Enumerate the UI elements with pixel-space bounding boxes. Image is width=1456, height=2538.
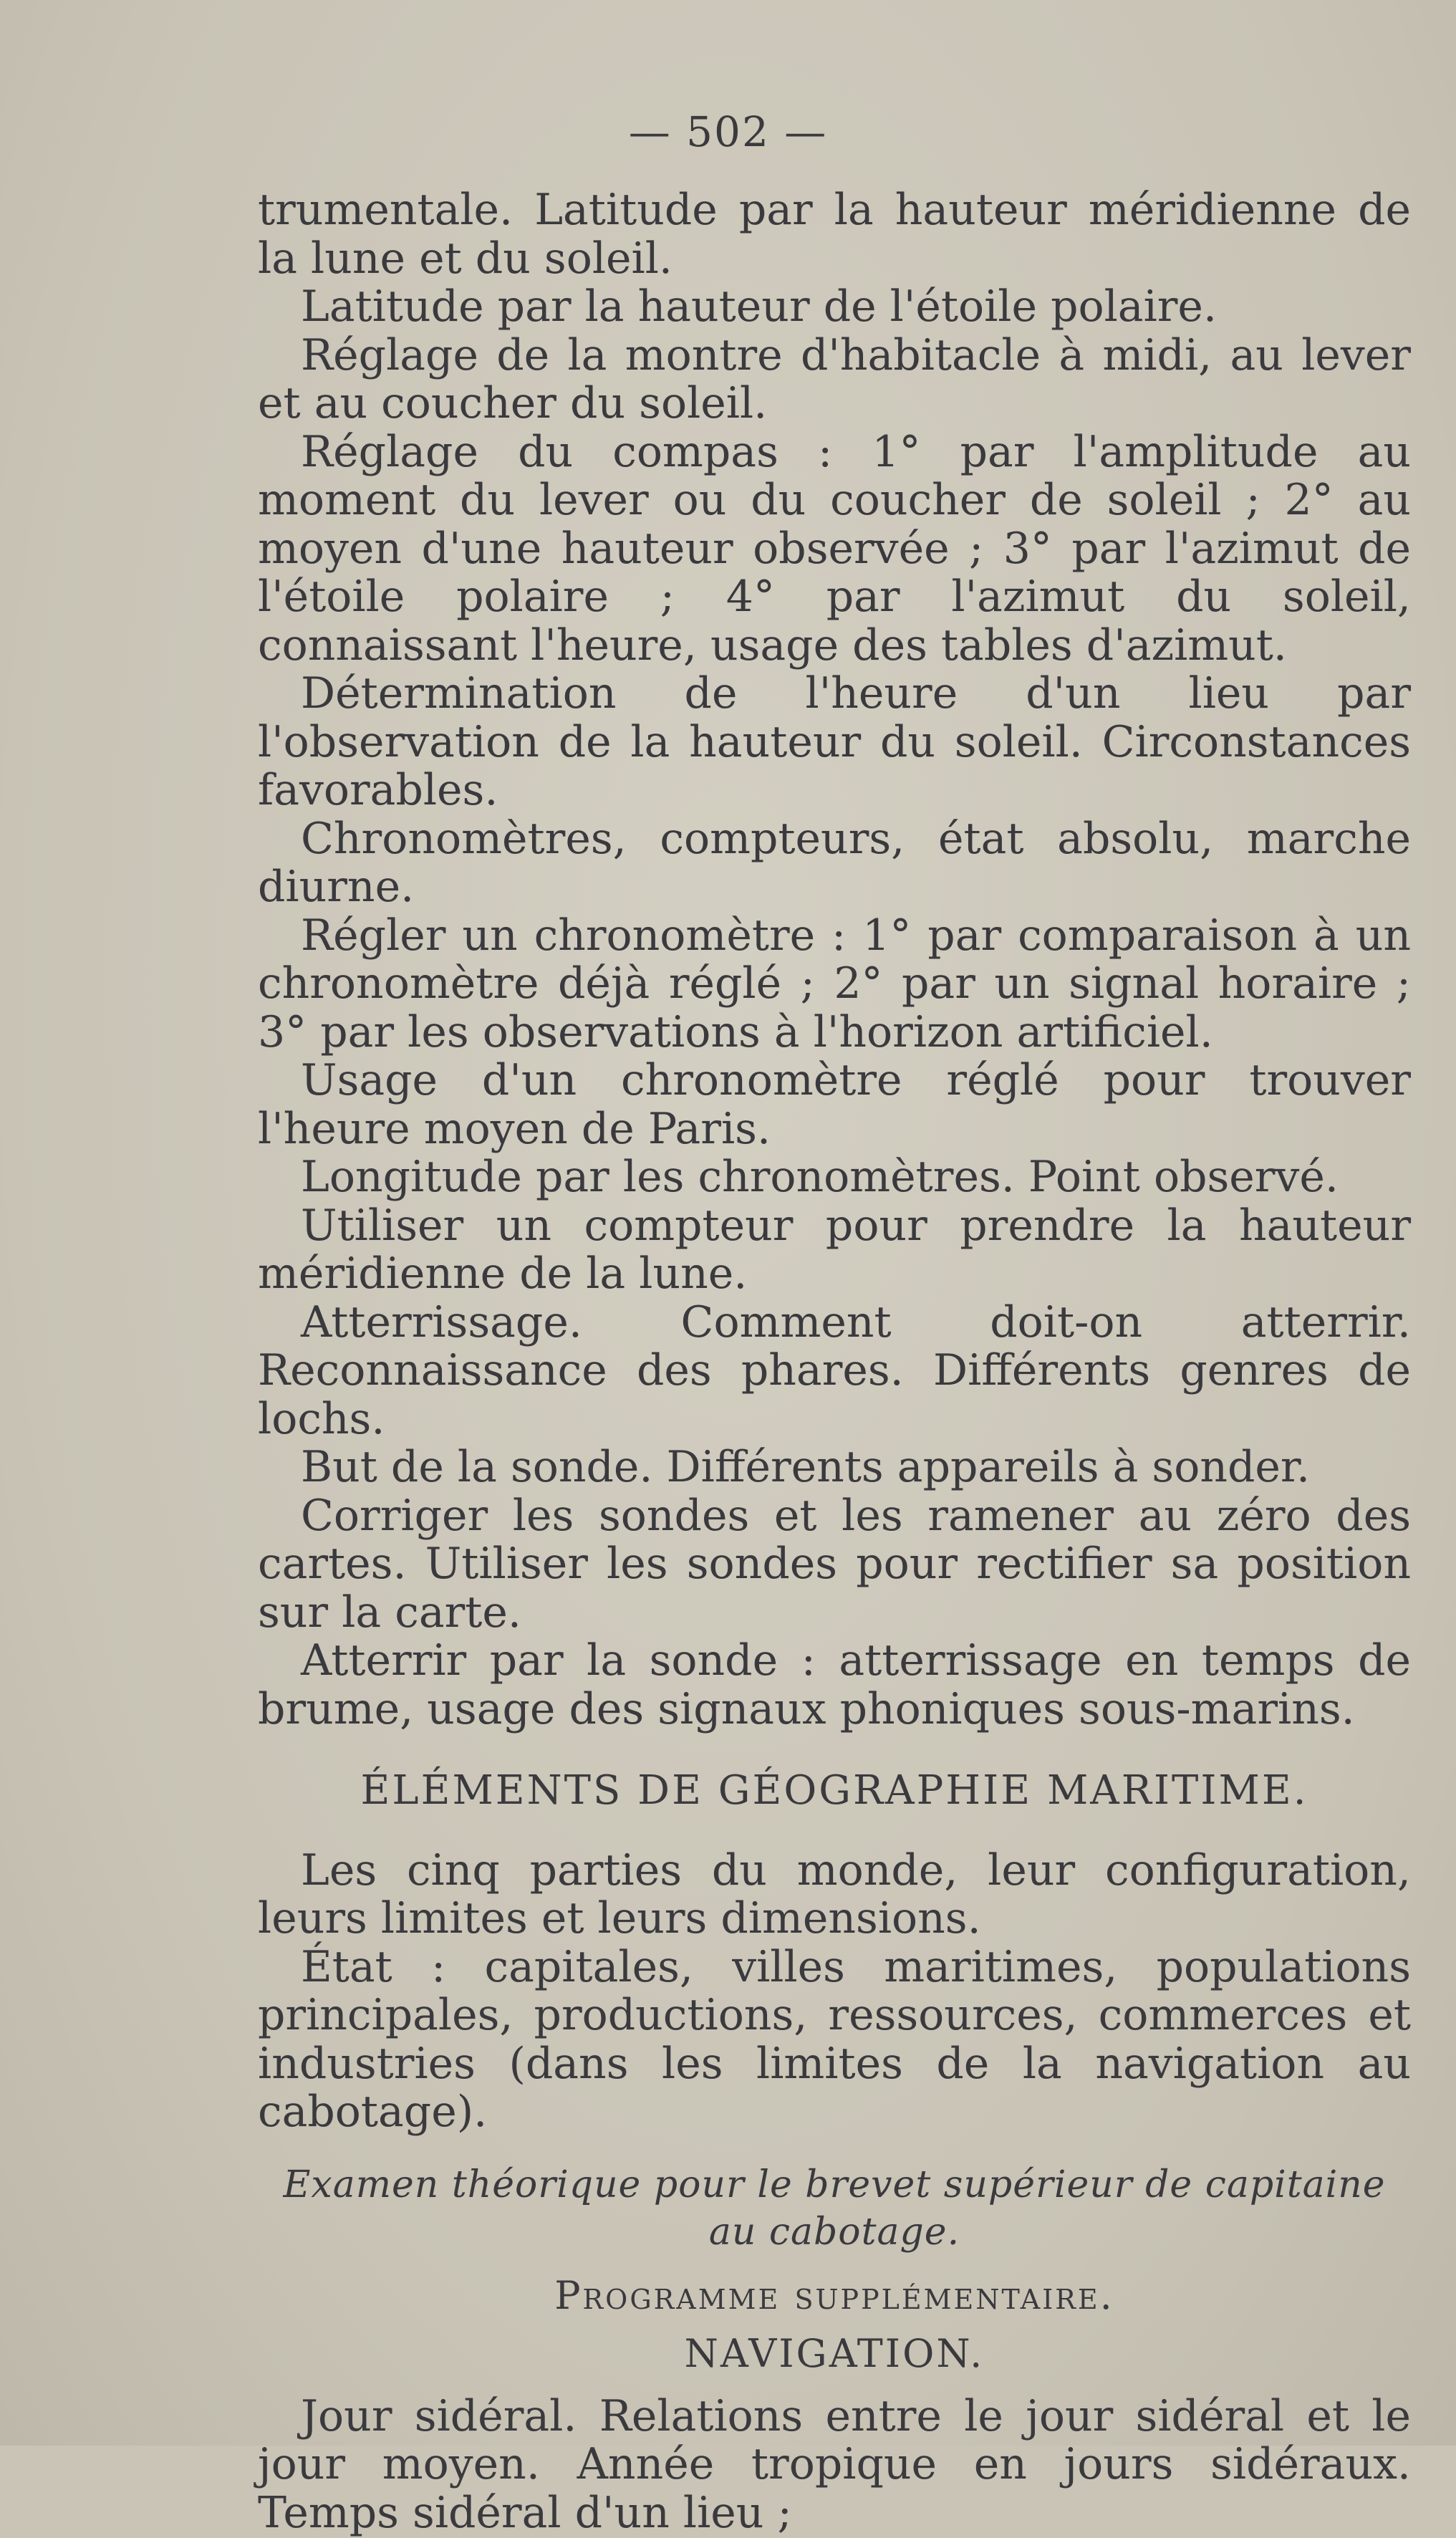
- navigation-title: NAVIGATION.: [684, 2331, 985, 2376]
- paragraph: Réglage de la montre d'habitacle à midi, au lever et au coucher du soleil.: [258, 330, 1411, 428]
- paragraph: Les cinq parties du monde, leur configuration, leurs limites et leurs dimensions.: [258, 1845, 1411, 1943]
- program-title: Programme supplémentaire.: [554, 2272, 1114, 2318]
- paragraph: Chronomètres, compteurs, état absolu, marche diurne.: [258, 813, 1411, 912]
- paragraph: Latitude par la hauteur de l'étoile polaire.: [301, 282, 1218, 332]
- exam-title: Examen théorique pour le brevet supérieur de capitaine au cabotage.: [283, 2163, 1386, 2254]
- paragraph: Usage d'un chronomètre réglé pour trouver l'heure moyen de Paris.: [258, 1055, 1411, 1154]
- paragraph: Jour sidéral. Relations entre le jour sidéral et le jour moyen. Année tropique en jours sidéraux. Temps sidéral d'un lieu ;: [258, 2390, 1411, 2538]
- paragraph: trumentale. Latitude par la hauteur méridienne de la lune et du soleil.: [258, 185, 1411, 284]
- page-body: [258, 186, 1411, 2537]
- paragraph: Corriger les sondes et les ramener au zéro des cartes. Utiliser les sondes pour rectifier sa position sur la carte.: [258, 1490, 1411, 1638]
- paragraph: Longitude par les chronomètres. Point observé.: [301, 1152, 1339, 1202]
- paragraph: État : capitales, villes maritimes, populations principales, productions, ressources, commerces et industries (dans les limites de la navigation au cabotage).: [258, 1941, 1411, 2137]
- paragraph: Utiliser un compteur pour prendre la hauteur méridienne de la lune.: [258, 1200, 1411, 1299]
- page-number: — 502 —: [628, 107, 828, 156]
- paragraph: But de la sonde. Différents appareils à sonder.: [301, 1442, 1311, 1492]
- section-title-geography: ÉLÉMENTS DE GÉOGRAPHIE MARITIME.: [360, 1767, 1308, 1814]
- paragraph: Détermination de l'heure d'un lieu par l'observation de la hauteur du soleil. Circonstances favorables.: [258, 668, 1411, 815]
- paragraph: Réglage du compas : 1° par l'amplitude au moment du lever ou du coucher de soleil ; 2° au moyen d'une hauteur observée ; 3° par l'azimut de l'étoile polaire ; 4° par l'azimut du soleil, connaissant l'heure, usage des tables d'azimut.: [258, 426, 1411, 670]
- paragraph: Atterrissage. Comment doit-on atterrir. Reconnaissance des phares. Différents genres de lochs.: [258, 1297, 1411, 1444]
- paragraph: Atterrir par la sonde : atterrissage en temps de brume, usage des signaux phoniques sous-marins.: [258, 1635, 1411, 1734]
- paragraph: Régler un chronomètre : 1° par comparaison à un chronomètre déjà réglé ; 2° par un signal horaire ; 3° par les observations à l'horizon artificiel.: [258, 910, 1411, 1057]
